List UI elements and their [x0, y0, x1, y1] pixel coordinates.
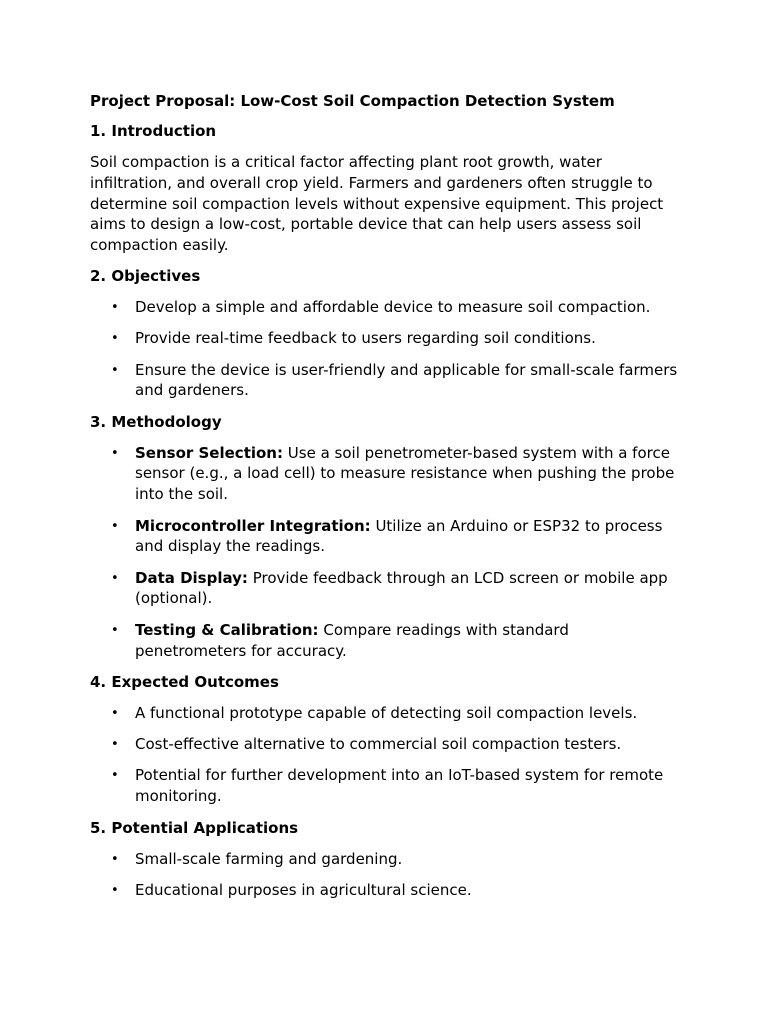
section	[90, 672, 678, 807]
section-heading: 5. Potential Applications	[90, 818, 299, 837]
bullet-list	[90, 297, 678, 401]
bullet-list	[90, 703, 678, 807]
list-item	[90, 849, 678, 870]
list-item	[90, 297, 678, 318]
list-item-text: A functional prototype capable of detecting soil compaction levels.	[135, 703, 638, 722]
section-heading: 1. Introduction	[90, 122, 217, 140]
list-item	[90, 734, 678, 755]
bullet-icon: •	[111, 362, 119, 378]
section	[90, 266, 678, 401]
list-item	[90, 328, 678, 349]
list-item	[90, 620, 678, 662]
list-item-text: Educational purposes in agricultural science.	[135, 880, 472, 899]
section	[90, 412, 678, 662]
list-item	[90, 765, 678, 807]
bullet-icon: •	[111, 768, 119, 784]
list-item-text: Small-scale farming and gardening.	[135, 849, 403, 868]
bullet-icon: •	[111, 851, 119, 867]
list-item-text: Provide feedback through an LCD screen or mobile app (optional).	[135, 568, 668, 608]
list-item-text: Provide real-time feedback to users regarding soil conditions.	[135, 329, 596, 348]
list-item-text: Compare readings with standard penetrometers for accuracy.	[135, 620, 569, 660]
bullet-icon: •	[111, 737, 119, 753]
list-item	[90, 443, 678, 505]
section	[90, 818, 678, 901]
bullet-icon: •	[111, 331, 119, 347]
section	[90, 121, 678, 256]
bullet-list	[90, 443, 678, 662]
list-item-label: Testing & Calibration:	[135, 620, 319, 639]
bullet-icon: •	[111, 299, 119, 315]
list-item-label: Data Display:	[135, 568, 248, 587]
list-item	[90, 880, 678, 901]
list-item	[90, 360, 678, 402]
list-item-label: Microcontroller Integration:	[135, 516, 371, 535]
list-item	[90, 703, 678, 724]
list-item-text: Utilize an Arduino or ESP32 to process and display the readings.	[135, 516, 663, 556]
list-item-text: Potential for further development into an IoT-based system for remote monitoring.	[135, 766, 664, 806]
bullet-icon: •	[111, 882, 119, 898]
section-heading: 3. Methodology	[90, 412, 222, 431]
bullet-icon: •	[111, 622, 119, 638]
list-item	[90, 568, 678, 610]
document-title: Project Proposal: Low-Cost Soil Compaction Detection System	[90, 92, 615, 110]
document-body	[90, 121, 678, 901]
bullet-icon: •	[111, 570, 119, 586]
list-item-text: Cost-effective alternative to commercial soil compaction testers.	[135, 735, 622, 754]
list-item-text: Use a soil penetrometer-based system with a force sensor (e.g., a load cell) to measure resistance when pushing the probe into the soil.	[135, 443, 675, 504]
list-item-text: Ensure the device is user-friendly and applicable for small-scale farmers and gardeners.	[135, 360, 678, 400]
bullet-list	[90, 849, 678, 901]
list-item-label: Sensor Selection:	[135, 443, 283, 462]
section-heading: 2. Objectives	[90, 266, 201, 285]
section-paragraph: Soil compaction is a critical factor affecting plant root growth, water infiltration, and overall crop yield. Farmers and gardeners often struggle to determine soil compaction levels without expensive equipment. This project aims to design a low-cost, portable device that can help users assess soil compaction easily.	[90, 153, 664, 255]
bullet-icon: •	[111, 705, 119, 721]
section-heading: 4. Expected Outcomes	[90, 672, 279, 691]
bullet-icon: •	[111, 445, 119, 461]
bullet-icon: •	[111, 518, 119, 534]
list-item	[90, 516, 678, 558]
list-item-text: Develop a simple and affordable device to measure soil compaction.	[135, 297, 651, 316]
